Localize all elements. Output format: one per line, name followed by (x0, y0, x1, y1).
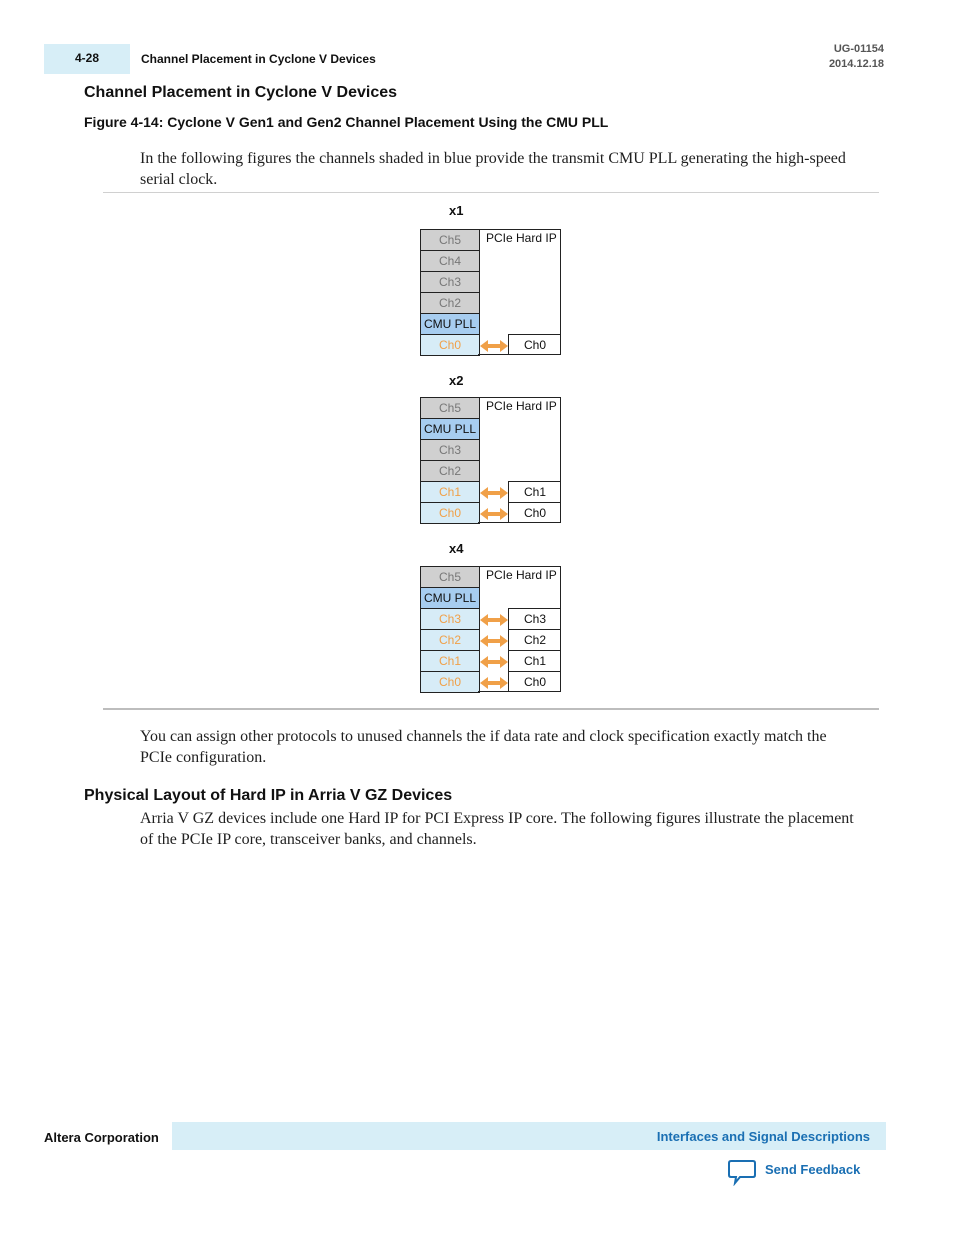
layout-paragraph: Arria V GZ devices include one Hard IP for PCI Express IP core. The following figures illustrate the placement of the PCIe IP core, transceiver banks, and channels. (140, 810, 854, 848)
cmu-pll-cell: CMU PLL (421, 588, 479, 609)
figure-bottom-rule (103, 708, 879, 710)
hip-channel: Ch1 (508, 650, 561, 671)
channel-cell: Ch0 (421, 335, 479, 355)
channel-cell: Ch3 (421, 272, 479, 293)
diagram-x2-title: x2 (449, 373, 464, 388)
layout-section-title: Physical Layout of Hard IP in Arria V GZ Devices (84, 787, 453, 804)
pcie-hard-ip-label: PCIe Hard IP (486, 568, 557, 582)
pcie-hard-ip-label: PCIe Hard IP (486, 231, 557, 245)
pcie-hard-ip-block (478, 229, 561, 355)
channel-column (420, 566, 480, 693)
figure-title: Figure 4-14: Cyclone V Gen1 and Gen2 Channel Placement Using the CMU PLL (84, 114, 609, 130)
speech-bubble-icon[interactable] (727, 1158, 757, 1186)
channel-cell: Ch3 (421, 609, 479, 630)
figure-top-rule (103, 192, 879, 193)
cmu-pll-cell: CMU PLL (421, 314, 479, 335)
section-title: Channel Placement in Cyclone V Devices (84, 84, 398, 101)
page-number: 4-28 (75, 51, 100, 65)
channel-cell: Ch2 (421, 461, 479, 482)
running-title: Channel Placement in Cyclone V Devices (141, 52, 376, 66)
channel-cell: Ch0 (421, 503, 479, 523)
pcie-hard-ip-label: PCIe Hard IP (486, 399, 557, 413)
cmu-pll-cell: CMU PLL (421, 419, 479, 440)
protocols-paragraph: You can assign other protocols to unused channels the if data rate and clock specification exactly match the PCIe configuration. (140, 728, 827, 766)
pcie-hard-ip-block (478, 397, 561, 523)
channel-cell: Ch5 (421, 567, 479, 588)
double-arrow-icon (480, 614, 508, 626)
channel-column (420, 229, 480, 356)
doc-id: UG-01154 (833, 43, 884, 55)
channel-column (420, 397, 480, 524)
channel-cell: Ch2 (421, 293, 479, 314)
hip-channel: Ch1 (508, 481, 561, 502)
channel-cell: Ch0 (421, 672, 479, 692)
double-arrow-icon (480, 340, 508, 352)
hip-channel: Ch2 (508, 629, 561, 650)
double-arrow-icon (480, 677, 508, 689)
channel-cell: Ch1 (421, 482, 479, 503)
pcie-hard-ip-block (478, 566, 561, 692)
diagram-x1-title: x1 (449, 203, 464, 218)
double-arrow-icon (480, 656, 508, 668)
double-arrow-icon (480, 635, 508, 647)
hip-channel: Ch3 (508, 608, 561, 629)
channel-cell: Ch1 (421, 651, 479, 672)
doc-title-link[interactable]: Interfaces and Signal Descriptions (656, 1129, 870, 1144)
footer-company: Altera Corporation (44, 1130, 159, 1145)
diagram-x1 (420, 229, 562, 355)
send-feedback-link[interactable]: Send Feedback (765, 1162, 861, 1177)
channel-cell: Ch3 (421, 440, 479, 461)
hip-channel: Ch0 (508, 502, 561, 523)
diagram-x4-title: x4 (449, 541, 464, 556)
diagram-x2 (420, 397, 562, 523)
channel-cell: Ch2 (421, 630, 479, 651)
channel-cell: Ch5 (421, 398, 479, 419)
hip-channel: Ch0 (508, 334, 561, 355)
hip-channel: Ch0 (508, 671, 561, 692)
channel-cell: Ch5 (421, 230, 479, 251)
doc-date: 2014.12.18 (828, 58, 884, 70)
intro-paragraph: In the following figures the channels shaded in blue provide the transmit CMU PLL generating the high-speed serial clock. (140, 150, 846, 188)
diagram-x4 (420, 566, 562, 692)
channel-cell: Ch4 (421, 251, 479, 272)
double-arrow-icon (480, 508, 508, 520)
double-arrow-icon (480, 487, 508, 499)
